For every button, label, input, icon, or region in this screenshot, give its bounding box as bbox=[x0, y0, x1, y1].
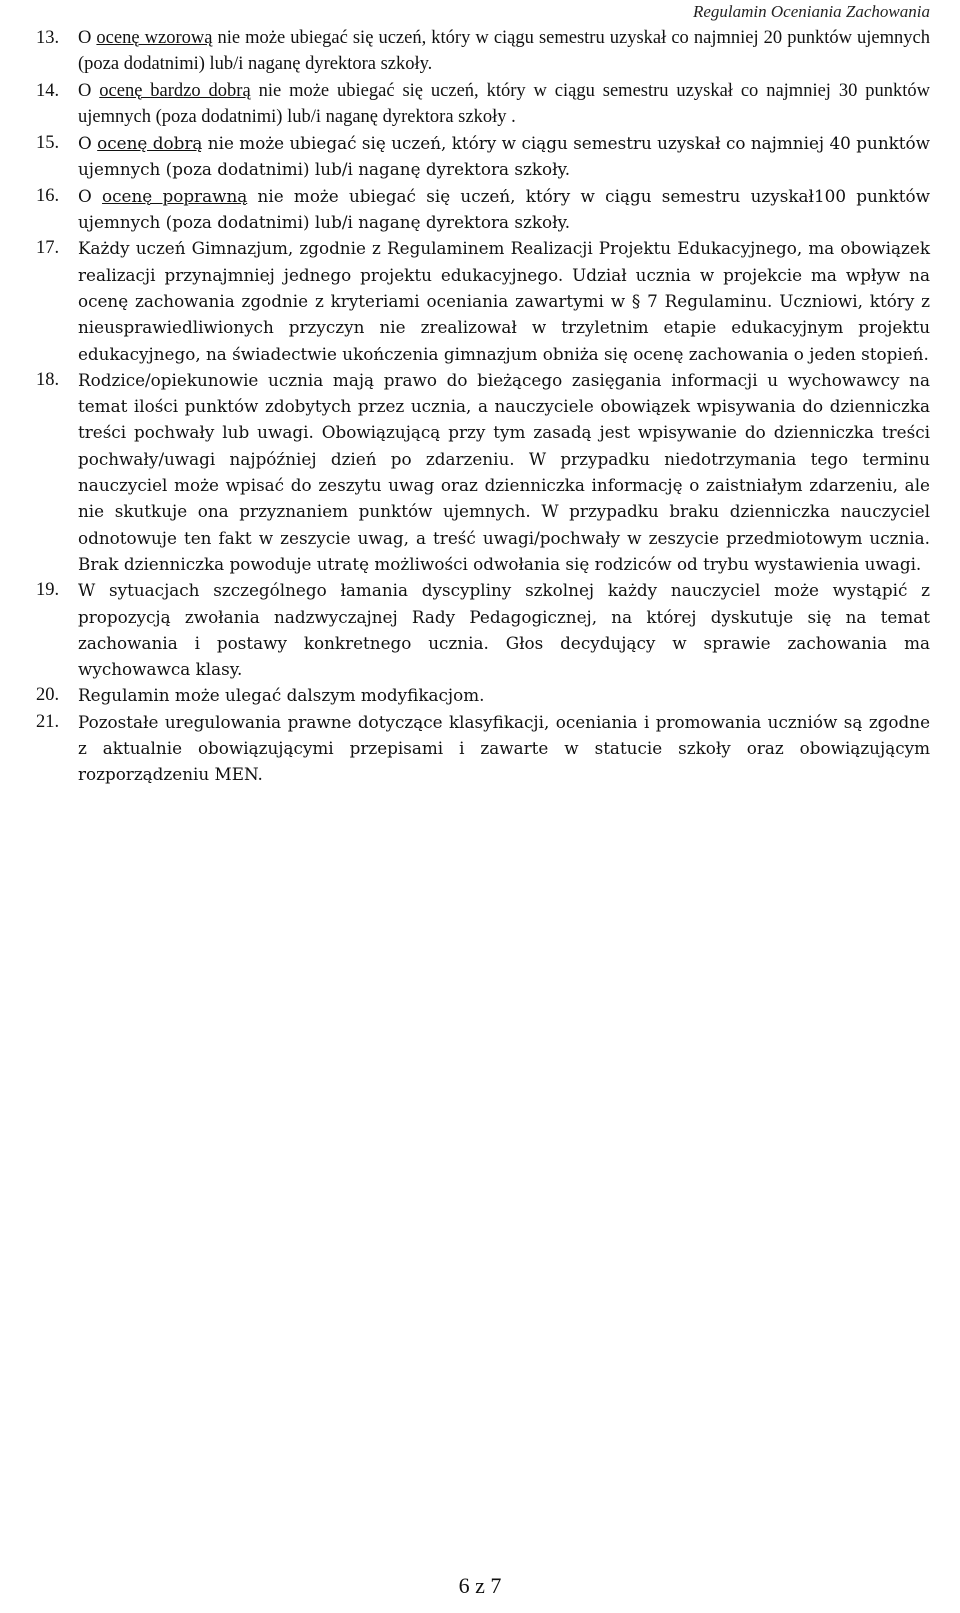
rule-text: Rodzice/opiekunowie ucznia mają prawo do bieżącego zasięgania informacji u wychowawcy na temat ilości punktów zdobytych przez ucznia, a nauczyciele obowiązek wpisywania do dzienniczka treści pochwały lub uwagi. Obowiązującą przy tym zasadą jest wpisywanie do dzienniczka treści pochwały/uwagi najpóźniej dzień po zdarzeniu. W przypadku niedotrzymania tego terminu nauczyciel może wpisać do zeszytu uwag oraz dzienniczka informację o zaistniałym zdarzeniu, ale nie skutkuje ona przyznaniem punktów ujemnych. W przypadku braku dzienniczka nauczyciel odnotowuje ten fakt w zeszycie uwag, a treść uwagi/pochwały w zeszycie przedmiotowym ucznia. Brak dzienniczka powoduje utratę możliwości odwołania się rodziców od trybu wystawienia uwagi. bbox=[78, 369, 930, 574]
rule-item-19 bbox=[36, 577, 930, 682]
rule-number: 20. bbox=[36, 685, 60, 706]
rule-text: nie może ubiegać się uczeń, który w ciągu semestru uzyskał co najmniej 40 punktów ujemnych (poza dodatnimi) lub/i naganę dyrektora szkoły. bbox=[78, 133, 931, 180]
rule-item-15 bbox=[36, 130, 930, 183]
rule-number: 21. bbox=[36, 711, 60, 732]
rule-text: nie może ubiegać się uczeń, który w ciągu semestru uzyskał co najmniej 20 punktów ujemnych (poza dodatnimi) lub/i naganę dyrektora szkoły. bbox=[78, 28, 930, 75]
grade-name: ocenę dobrą bbox=[97, 133, 203, 154]
grade-name: ocenę poprawną bbox=[102, 185, 248, 206]
rule-text: nie może ubiegać się uczeń, który w ciągu semestru uzyskał100 punktów ujemnych (poza dodatnimi) lub/i naganę dyrektora szkoły. bbox=[78, 185, 930, 233]
grade-name: ocenę wzorową bbox=[96, 28, 213, 48]
rule-text: nie może ubiegać się uczeń, który w ciągu semestru uzyskał co najmniej 30 punktów ujemnych (poza dodatnimi) lub/i naganę dyrektora szkoły . bbox=[78, 80, 930, 127]
rule-number: 15. bbox=[36, 133, 60, 154]
rule-text-prefix: O bbox=[78, 133, 98, 154]
running-header: Regulamin Oceniania Zachowania bbox=[692, 2, 930, 21]
rule-number: 14. bbox=[36, 80, 60, 101]
rules-list bbox=[36, 25, 930, 788]
rule-text: Każdy uczeń Gimnazjum, zgodnie z Regulaminem Realizacji Projektu Edukacyjnego, ma obowiązek realizacji przynajmniej jednego projektu edukacyjnego. Udział ucznia w projekcie ma wpływ na ocenę zachowania zgodnie z kryteriami oceniania zawartymi w § 7 Regulaminu. Uczniowi, który z nieusprawiedliwionych przyczyn nie zrealizował w trzyletnim etapie edukacyjnym projektu edukacyjnego, na świadectwie ukończenia gimnazjum obniża się ocenę zachowania o jeden stopień. bbox=[78, 238, 930, 364]
rule-item-20 bbox=[36, 682, 930, 708]
rule-text: Pozostałe uregulowania prawne dotyczące klasyfikacji, oceniania i promowania uczniów są zgodne z aktualnie obowiązującymi przepisami i zawarte w statucie szkoły oraz obowiązującym rozporządzeniu MEN. bbox=[78, 711, 930, 785]
rule-text-prefix: O bbox=[78, 80, 100, 101]
grade-name: ocenę bardzo dobrą bbox=[99, 80, 251, 101]
rule-item-13 bbox=[36, 25, 930, 78]
rule-number: 17. bbox=[36, 238, 60, 259]
rule-number: 18. bbox=[36, 369, 60, 390]
rule-item-21 bbox=[36, 709, 930, 788]
rule-item-17 bbox=[36, 235, 930, 366]
rule-number: 13. bbox=[36, 28, 60, 48]
rule-text-prefix: O bbox=[78, 28, 97, 48]
page-number: 6 z 7 bbox=[458, 1573, 502, 1598]
rule-text: Regulamin może ulegać dalszym modyfikacjom. bbox=[78, 685, 485, 706]
rule-item-16 bbox=[36, 183, 930, 236]
rule-item-14 bbox=[36, 78, 930, 131]
rule-number: 16. bbox=[36, 185, 60, 206]
rule-text: W sytuacjach szczególnego łamania dyscypliny szkolnej każdy nauczyciel może wystąpić z propozycją zwołania nadzwyczajnej Rady Pedagogicznej, na której dyskutuje się na temat zachowania i postawy konkretnego ucznia. Głos decydujący w sprawie zachowania ma wychowawca klasy. bbox=[78, 580, 930, 680]
rule-number: 19. bbox=[36, 580, 60, 601]
rule-item-18 bbox=[36, 367, 930, 577]
rule-text-prefix: O bbox=[78, 185, 103, 206]
